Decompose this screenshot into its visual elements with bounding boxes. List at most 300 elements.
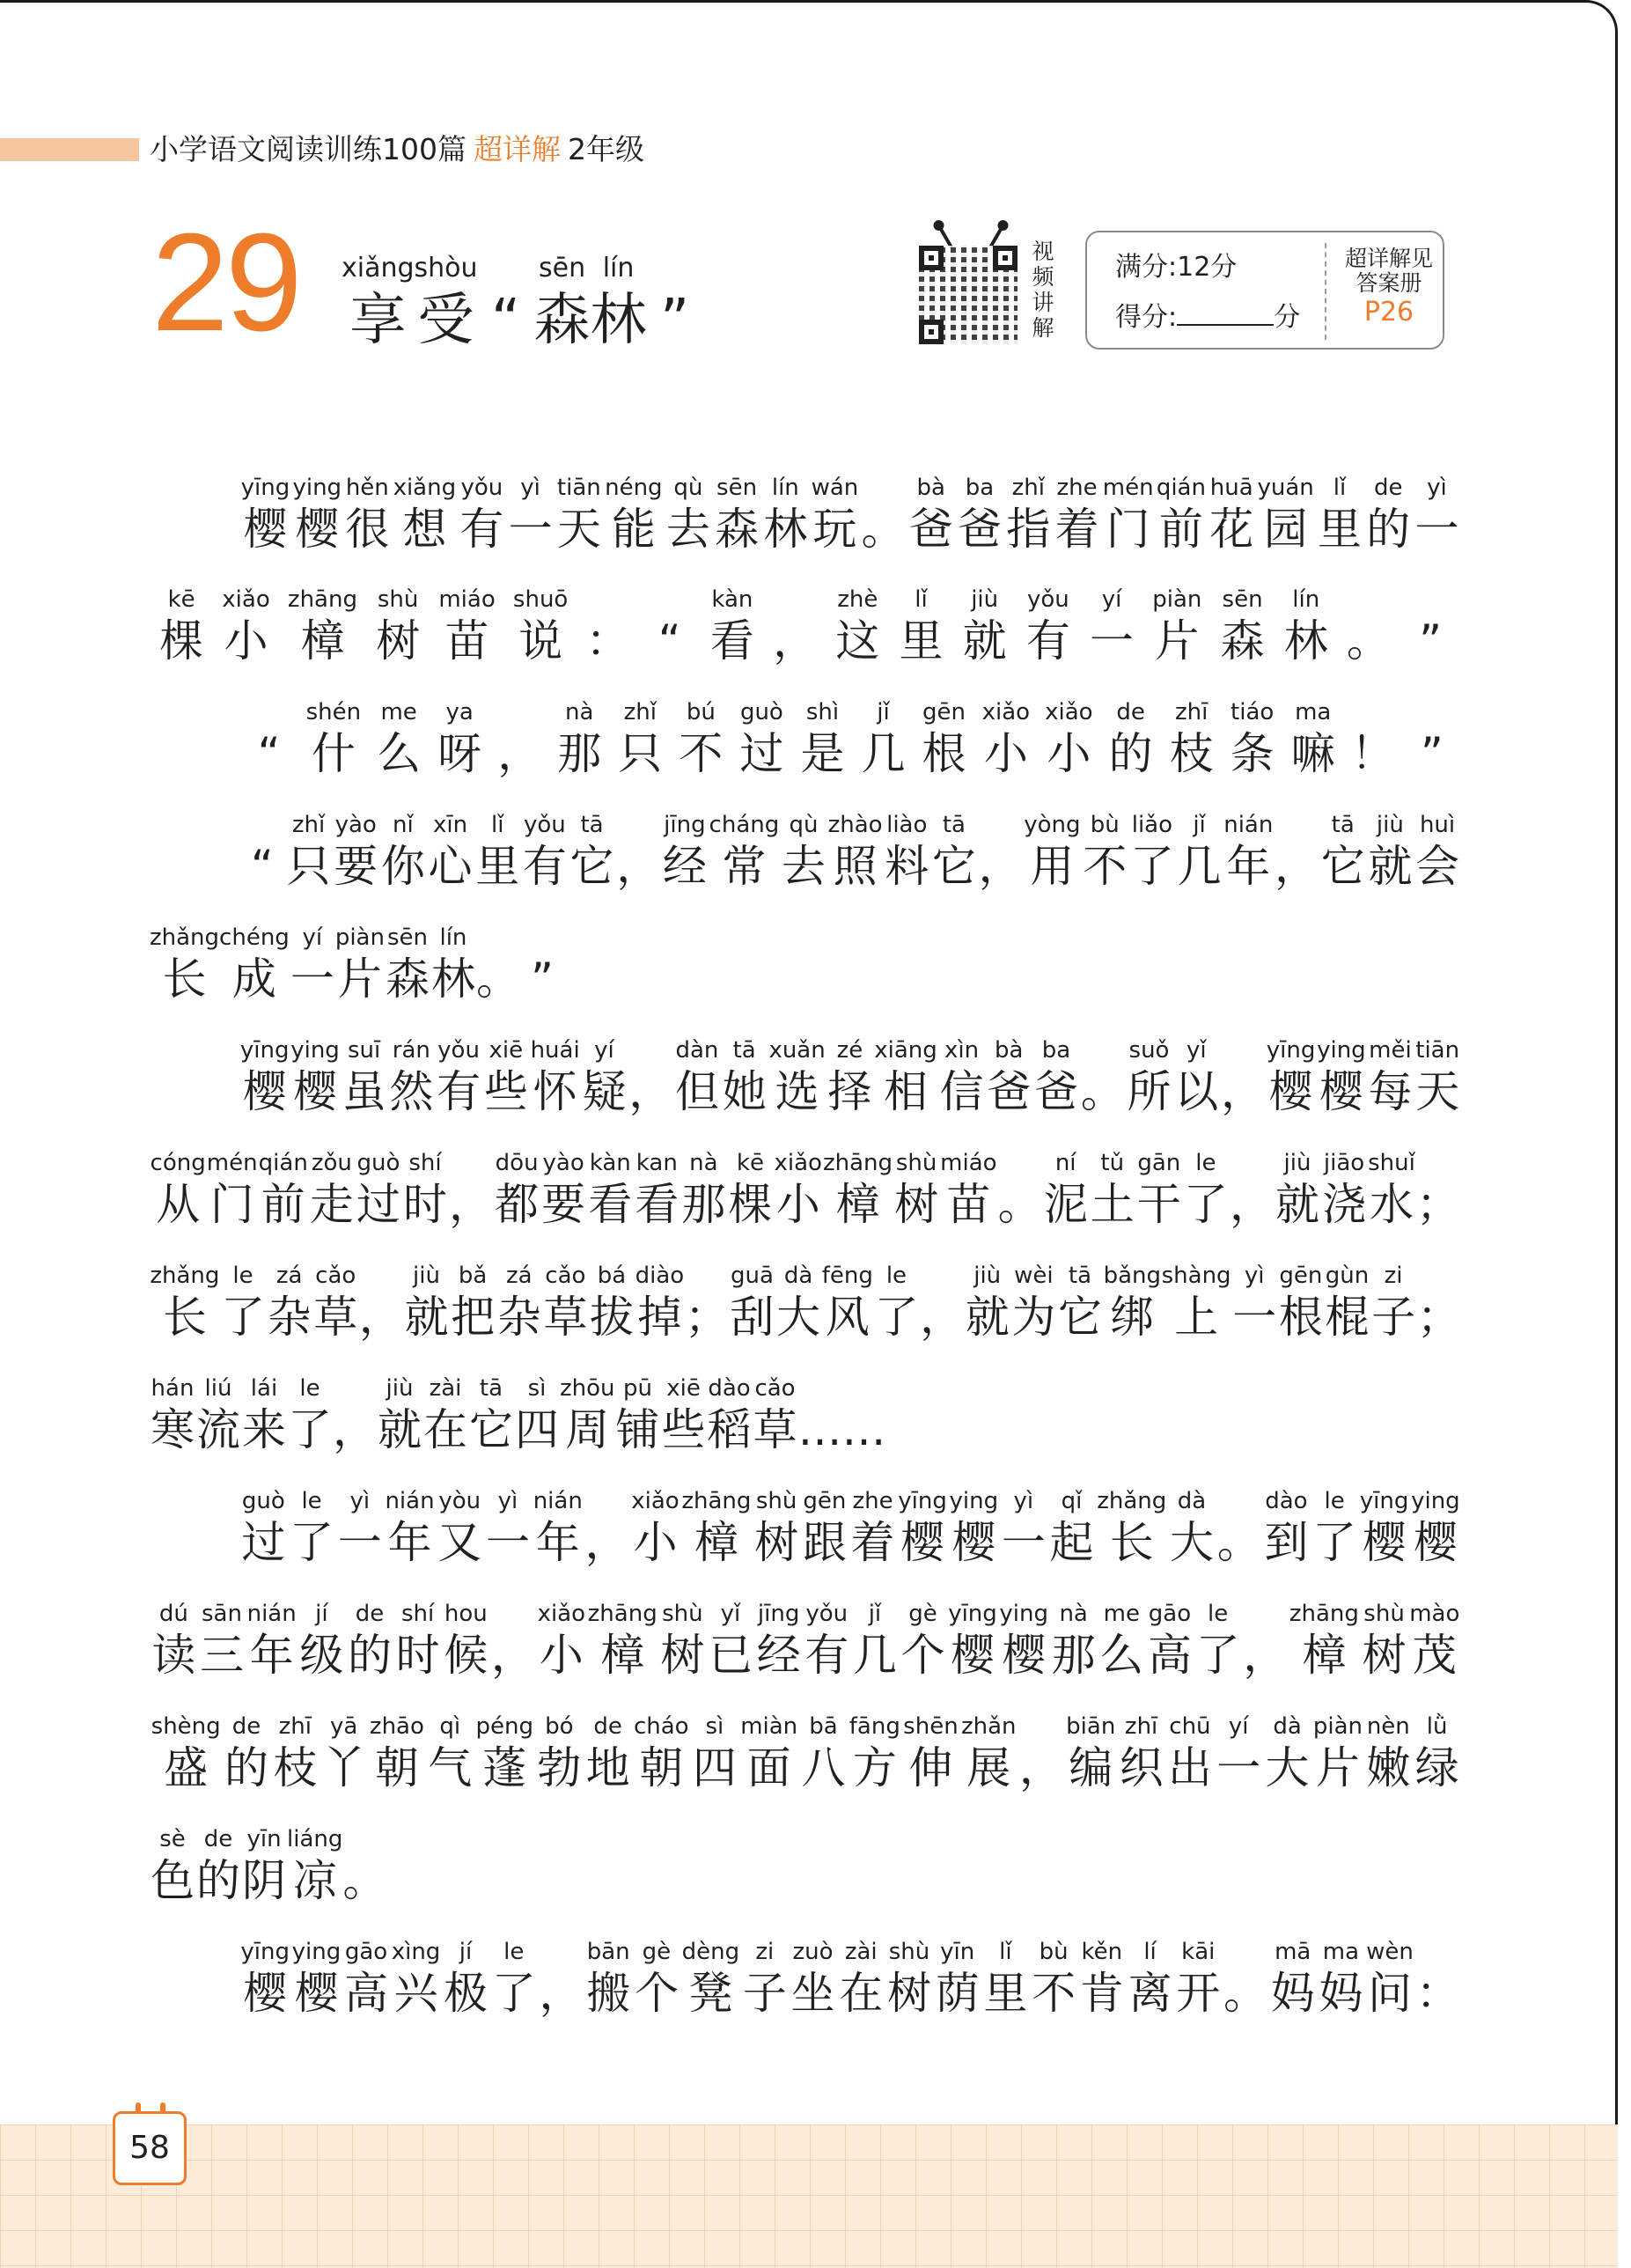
pinyin: jiāo	[1323, 1150, 1365, 1176]
pinyin: sè	[159, 1826, 186, 1852]
hanzi: 料	[885, 841, 929, 892]
hanzi-with-pinyin	[914, 697, 974, 780]
hanzi-with-pinyin	[948, 1486, 999, 1569]
hanzi-with-pinyin	[1126, 1035, 1173, 1118]
hanzi: 樱	[951, 1517, 996, 1568]
hanzi-with-pinyin	[430, 585, 504, 667]
hanzi-with-pinyin	[422, 1373, 468, 1456]
hanzi: ”	[1419, 615, 1443, 666]
hanzi: “	[250, 841, 274, 892]
hanzi: 编	[1069, 1742, 1113, 1793]
pinyin: huā	[1209, 475, 1253, 501]
pinyin: lín	[439, 924, 467, 951]
hanzi-with-pinyin	[731, 697, 792, 780]
punctuation	[639, 585, 701, 667]
hanzi: ，	[773, 615, 818, 666]
hanzi: 树	[894, 1179, 939, 1230]
hanzi: 棵	[159, 615, 204, 666]
hanzi-with-pinyin	[799, 1712, 848, 1794]
pinyin: guò	[241, 1488, 285, 1514]
pinyin: shù	[377, 586, 419, 613]
pinyin: bú	[686, 699, 716, 725]
hanzi: 会	[1415, 841, 1460, 892]
hanzi: 几	[1177, 841, 1222, 892]
pinyin: de	[231, 1713, 261, 1740]
hanzi: 为	[1011, 1292, 1056, 1343]
score-box	[1085, 231, 1444, 350]
hanzi: 樟	[1302, 1630, 1347, 1681]
hanzi-with-pinyin	[430, 923, 476, 1005]
hanzi-with-pinyin	[1367, 1035, 1414, 1118]
hanzi-with-pinyin	[589, 1261, 636, 1344]
hanzi: 在	[839, 1968, 884, 2019]
title-pinyin	[647, 251, 703, 286]
hanzi: 把	[451, 1292, 496, 1343]
hanzi-with-pinyin	[489, 1937, 538, 2020]
hanzi-with-pinyin	[1413, 1712, 1461, 1794]
pinyin: yīng	[240, 1939, 290, 1965]
pinyin: lǐ	[915, 586, 928, 613]
hanzi: 根	[1278, 1292, 1323, 1343]
pinyin: dōu	[495, 1150, 539, 1176]
hanzi-with-pinyin	[1317, 1937, 1365, 2020]
pinyin: qì	[439, 1713, 461, 1740]
pinyin: tā	[1331, 812, 1355, 838]
pinyin: ying	[1317, 1037, 1366, 1064]
pinyin: tiáo	[1231, 699, 1275, 725]
hanzi: 樟	[600, 1630, 645, 1681]
video-explanation-label[interactable]: 视频讲解	[1029, 239, 1054, 342]
hanzi: 片	[337, 954, 382, 1005]
hanzi: 棍	[1325, 1292, 1370, 1343]
hanzi: 樱	[293, 1066, 338, 1117]
pinyin: yǒu	[437, 1037, 480, 1064]
hanzi-with-pinyin	[332, 810, 379, 893]
pinyin: sēn	[1222, 586, 1263, 613]
pinyin: bà	[995, 1037, 1024, 1064]
hanzi: 级	[299, 1630, 344, 1681]
hanzi: 门	[1106, 504, 1150, 555]
hanzi: 茂	[1412, 1630, 1457, 1681]
pinyin: xiē	[666, 1375, 701, 1402]
pinyin: shén	[305, 699, 362, 725]
hanzi-with-pinyin	[392, 473, 458, 556]
punctuation	[1402, 697, 1461, 780]
hanzi: 樟	[694, 1517, 738, 1568]
pinyin: de	[203, 1826, 233, 1852]
pinyin: shí	[408, 1150, 442, 1176]
score-blank[interactable]	[1177, 299, 1274, 326]
pinyin: xiē	[489, 1037, 524, 1064]
hanzi: 年	[387, 1517, 432, 1568]
hanzi: 樟	[835, 1179, 880, 1230]
hanzi-with-pinyin	[1023, 810, 1081, 893]
punctuation	[978, 810, 1024, 893]
hanzi-with-pinyin	[468, 1373, 514, 1456]
hanzi: 都	[495, 1179, 540, 1230]
text-line	[150, 923, 564, 1005]
hanzi-with-pinyin	[740, 1937, 789, 2020]
hanzi-with-pinyin	[1408, 1599, 1461, 1682]
hanzi-with-pinyin	[1155, 473, 1207, 556]
pinyin: cháo	[633, 1713, 689, 1740]
hanzi-with-pinyin	[341, 1035, 388, 1118]
hanzi: 每	[1368, 1066, 1413, 1117]
hanzi-with-pinyin	[427, 810, 474, 893]
hanzi: 草	[313, 1292, 358, 1343]
pinyin: xiǎo	[537, 1601, 586, 1627]
hanzi: ，	[628, 1066, 673, 1117]
hanzi-with-pinyin	[690, 1712, 738, 1794]
pinyin: bǎ	[458, 1263, 488, 1289]
pinyin: jīng	[757, 1601, 800, 1627]
hanzi-with-pinyin	[241, 1824, 287, 1907]
hanzi: 的	[224, 1742, 268, 1793]
hanzi-with-pinyin	[535, 1712, 584, 1794]
hanzi-with-pinyin	[1057, 1261, 1104, 1344]
pinyin: tā	[580, 812, 604, 838]
pinyin: le	[232, 1263, 253, 1289]
qr-code-icon[interactable]	[919, 225, 1023, 348]
pinyin: miáo	[438, 586, 496, 613]
hanzi: 里	[1317, 504, 1362, 555]
hanzi: 就	[962, 615, 1007, 666]
pinyin: ma	[1322, 1939, 1360, 1965]
hanzi: 杂	[267, 1292, 312, 1343]
hanzi: 成	[231, 954, 276, 1005]
hanzi: 蓬	[482, 1742, 527, 1793]
punctuation	[1216, 1486, 1262, 1569]
hanzi: 一	[1090, 615, 1135, 666]
hanzi-with-pinyin	[673, 1035, 721, 1118]
hanzi: 。	[1216, 1517, 1261, 1568]
pinyin: piàn	[1312, 1713, 1363, 1740]
pinyin: dú	[158, 1601, 188, 1627]
hanzi: 枝	[1169, 728, 1214, 779]
pinyin: shí	[401, 1601, 435, 1627]
pinyin: gān	[1137, 1150, 1181, 1176]
pinyin: shù	[662, 1601, 703, 1627]
hanzi: 就	[965, 1292, 1010, 1343]
hanzi-with-pinyin	[1410, 1486, 1461, 1569]
hanzi: 就	[404, 1292, 449, 1343]
pinyin: zhào	[827, 812, 883, 838]
hanzi-with-pinyin	[775, 1261, 822, 1344]
hanzi-with-pinyin	[940, 1148, 997, 1231]
hanzi: ，	[920, 1292, 965, 1343]
pinyin: sēn	[386, 924, 428, 951]
punctuation	[1229, 1148, 1274, 1231]
hanzi-with-pinyin	[1172, 1035, 1220, 1118]
hanzi: 有	[437, 1066, 481, 1117]
pinyin: gè	[642, 1939, 672, 1965]
pinyin: lái	[250, 1375, 278, 1402]
text-line	[239, 697, 1461, 780]
hanzi: 怀	[533, 1066, 577, 1117]
hanzi-with-pinyin	[985, 1035, 1032, 1118]
hanzi-with-pinyin	[1319, 810, 1367, 893]
pinyin: sì	[705, 1713, 724, 1740]
pinyin: guò	[739, 699, 783, 725]
score-divider	[1325, 243, 1326, 340]
hanzi: 。	[997, 1179, 1042, 1230]
hanzi: 心	[428, 841, 473, 892]
title-hanzi: ”	[659, 288, 690, 353]
pinyin: chéng	[219, 924, 290, 951]
hanzi-with-pinyin	[822, 1148, 893, 1231]
punctuation	[1416, 1261, 1461, 1344]
pinyin: shù	[895, 1150, 937, 1176]
hanzi: 它	[569, 841, 614, 892]
pinyin: sì	[527, 1375, 547, 1402]
title-hanzi: 森	[533, 288, 591, 353]
hanzi: 樱	[243, 504, 288, 555]
hanzi-with-pinyin	[707, 1373, 753, 1456]
hanzi: 门	[209, 1179, 254, 1230]
hanzi-with-pinyin	[290, 923, 335, 1005]
punctuation	[239, 697, 298, 780]
hanzi-with-pinyin	[355, 1148, 401, 1231]
hanzi: 小	[1047, 728, 1091, 779]
hanzi-with-pinyin	[393, 1599, 442, 1682]
hanzi-with-pinyin	[1128, 810, 1176, 893]
hanzi-with-pinyin	[1210, 585, 1274, 667]
hanzi: 阴	[242, 1855, 286, 1906]
pinyin: wèn	[1366, 1939, 1414, 1965]
punctuation	[359, 1261, 404, 1344]
hanzi: ，	[978, 841, 1023, 892]
punctuation	[476, 923, 520, 1005]
hanzi: 它	[931, 841, 976, 892]
hanzi: 方	[852, 1742, 897, 1793]
hanzi-with-pinyin	[955, 473, 1003, 556]
pinyin: diào	[635, 1263, 685, 1289]
pinyin: xiǎng	[393, 475, 457, 501]
hanzi: 流	[196, 1404, 240, 1455]
hanzi: 棵	[728, 1179, 773, 1230]
title-hanzi: “	[490, 288, 521, 353]
pinyin: tiān	[556, 475, 601, 501]
hanzi: 去	[781, 841, 826, 892]
pinyin: kē	[736, 1150, 764, 1176]
hanzi: 一	[290, 954, 334, 1005]
text-line	[239, 1035, 1461, 1118]
pinyin: gùn	[1325, 1263, 1370, 1289]
hanzi: 爸	[908, 504, 953, 555]
pinyin: zhǐ	[623, 699, 657, 725]
hanzi-with-pinyin	[712, 473, 760, 556]
hanzi: 前	[1158, 504, 1203, 555]
title-char	[415, 251, 478, 355]
pinyin: nà	[565, 699, 594, 725]
hanzi-with-pinyin	[1100, 697, 1161, 780]
hanzi: ；	[1415, 1179, 1460, 1230]
pinyin: bá	[597, 1263, 627, 1289]
hanzi: 有	[459, 504, 504, 555]
hanzi-with-pinyin	[1047, 1486, 1096, 1569]
hanzi-with-pinyin	[680, 1148, 727, 1231]
hanzi: 一	[508, 504, 553, 555]
pinyin: liáng	[287, 1826, 343, 1852]
pinyin: lǐ	[1333, 475, 1347, 501]
hanzi: “	[257, 728, 281, 779]
hanzi: 年	[249, 1630, 294, 1681]
pinyin: yí	[1101, 586, 1122, 613]
hanzi: ，	[333, 1404, 377, 1455]
hanzi-with-pinyin	[150, 1373, 195, 1456]
hanzi: 一	[1216, 1742, 1261, 1793]
pinyin: ying	[290, 1037, 340, 1064]
pinyin: dà	[1177, 1488, 1207, 1514]
hanzi: 要	[541, 1179, 586, 1230]
pinyin: zá	[276, 1263, 303, 1289]
pinyin: qián	[258, 1150, 308, 1176]
hanzi-with-pinyin	[219, 923, 290, 1005]
pinyin: tā	[1068, 1263, 1092, 1289]
hanzi: 。	[861, 504, 906, 555]
pinyin: kan	[636, 1150, 678, 1176]
hanzi: 时	[395, 1630, 440, 1681]
pinyin: hěn	[345, 475, 389, 501]
hanzi: 呀	[437, 728, 482, 779]
hanzi-with-pinyin	[206, 1148, 258, 1231]
pinyin: dào	[708, 1375, 751, 1402]
hanzi-with-pinyin	[241, 1373, 287, 1456]
hanzi: ，	[539, 1968, 584, 2019]
hanzi-with-pinyin	[442, 1599, 490, 1682]
pinyin: mén	[1102, 475, 1154, 501]
pinyin: yǐ	[1186, 1037, 1207, 1064]
pinyin: yí	[594, 1037, 614, 1064]
punctuation	[1274, 810, 1319, 893]
pinyin: bǎng	[1103, 1263, 1161, 1289]
hanzi-with-pinyin	[953, 585, 1017, 667]
pinyin: yīng	[240, 475, 290, 501]
hanzi: 刮	[730, 1292, 775, 1343]
punctuation	[490, 697, 549, 780]
pinyin: qù	[789, 812, 819, 838]
hanzi-with-pinyin	[729, 1261, 775, 1344]
hanzi-with-pinyin	[368, 1712, 425, 1794]
pinyin: yīng	[898, 1488, 947, 1514]
hanzi: 杂	[496, 1292, 541, 1343]
hanzi: 什	[311, 728, 356, 779]
hanzi-with-pinyin	[290, 1035, 340, 1118]
title-pinyin: lín	[602, 253, 635, 284]
pinyin: me	[380, 699, 417, 725]
hanzi: 条	[1230, 728, 1275, 779]
hanzi-with-pinyin	[709, 810, 780, 893]
punctuation	[577, 585, 638, 667]
hanzi: 前	[261, 1179, 305, 1230]
pinyin: jīng	[664, 812, 706, 838]
hanzi-with-pinyin	[1135, 1148, 1182, 1231]
hanzi-with-pinyin	[664, 473, 712, 556]
hanzi-with-pinyin	[450, 1261, 496, 1344]
hanzi: ……	[797, 1404, 886, 1455]
hanzi: 么	[1099, 1630, 1144, 1681]
pinyin: xīn	[432, 812, 468, 838]
hanzi: 面	[746, 1742, 791, 1793]
hanzi-with-pinyin	[426, 1712, 474, 1794]
hanzi: 地	[585, 1742, 630, 1793]
hanzi-with-pinyin	[1358, 1486, 1409, 1569]
hanzi-with-pinyin	[1311, 1712, 1363, 1794]
pinyin: shì	[805, 699, 840, 725]
pinyin: lín	[771, 475, 799, 501]
hanzi-with-pinyin	[1098, 1599, 1146, 1682]
pinyin: ying	[291, 1939, 342, 1965]
hanzi-with-pinyin	[883, 810, 930, 893]
pinyin: néng	[605, 475, 663, 501]
pinyin: yīng	[1359, 1488, 1409, 1514]
hanzi: 泥	[1043, 1179, 1088, 1230]
hanzi: 嘛	[1290, 728, 1335, 779]
full-score: 满分:12分	[1115, 252, 1238, 283]
hanzi-with-pinyin	[1103, 1261, 1161, 1344]
hanzi-with-pinyin	[342, 1937, 391, 2020]
hanzi: ，	[1018, 1742, 1063, 1793]
hanzi-with-pinyin	[482, 1035, 530, 1118]
pinyin: jǐ	[868, 1601, 882, 1627]
hanzi: 它	[469, 1404, 513, 1455]
book-series-accent: 超详解	[474, 132, 561, 166]
hanzi-with-pinyin	[1266, 1035, 1316, 1118]
hanzi: 树	[660, 1630, 705, 1681]
hanzi-with-pinyin	[1010, 1261, 1057, 1344]
pinyin: nà	[689, 1150, 718, 1176]
hanzi-with-pinyin	[1364, 1712, 1413, 1794]
hanzi: 草	[543, 1292, 588, 1343]
pinyin: liào	[886, 812, 928, 838]
pinyin: lí	[1143, 1939, 1157, 1965]
punctuation	[798, 1373, 886, 1456]
hanzi-with-pinyin	[150, 923, 219, 1005]
pinyin: jí	[315, 1601, 328, 1627]
pinyin: dà	[1273, 1713, 1302, 1740]
hanzi-with-pinyin	[981, 1937, 1030, 2020]
pinyin: de	[1373, 475, 1403, 501]
pinyin: zhè	[837, 586, 878, 613]
hanzi: 风	[825, 1292, 870, 1343]
hanzi: 花	[1209, 504, 1254, 555]
hanzi-with-pinyin	[1368, 1148, 1416, 1231]
punctuation	[920, 1261, 965, 1344]
hanzi-with-pinyin	[1274, 1148, 1320, 1231]
pinyin: le	[1207, 1601, 1229, 1627]
hanzi: 着	[1054, 504, 1099, 555]
hanzi-with-pinyin	[873, 1035, 937, 1118]
hanzi: 几	[852, 1630, 897, 1681]
hanzi: 要	[334, 841, 378, 892]
hanzi: 出	[1167, 1742, 1212, 1793]
pinyin: tā	[942, 812, 966, 838]
hanzi: 看	[588, 1179, 633, 1230]
pinyin: yì	[349, 1488, 371, 1514]
pinyin: jiù	[971, 586, 999, 613]
pinyin: biān	[1066, 1713, 1116, 1740]
pinyin: yí	[1228, 1713, 1249, 1740]
pinyin: ying	[949, 1488, 999, 1514]
text-line	[150, 1599, 1461, 1682]
hanzi-with-pinyin	[150, 1824, 195, 1907]
hanzi: 妈	[1319, 1968, 1363, 2019]
hanzi-with-pinyin	[889, 585, 952, 667]
pinyin: yīn	[246, 1826, 282, 1852]
hanzi-with-pinyin	[680, 1486, 753, 1569]
hanzi-with-pinyin	[1256, 473, 1316, 556]
hanzi-with-pinyin	[403, 1261, 450, 1344]
